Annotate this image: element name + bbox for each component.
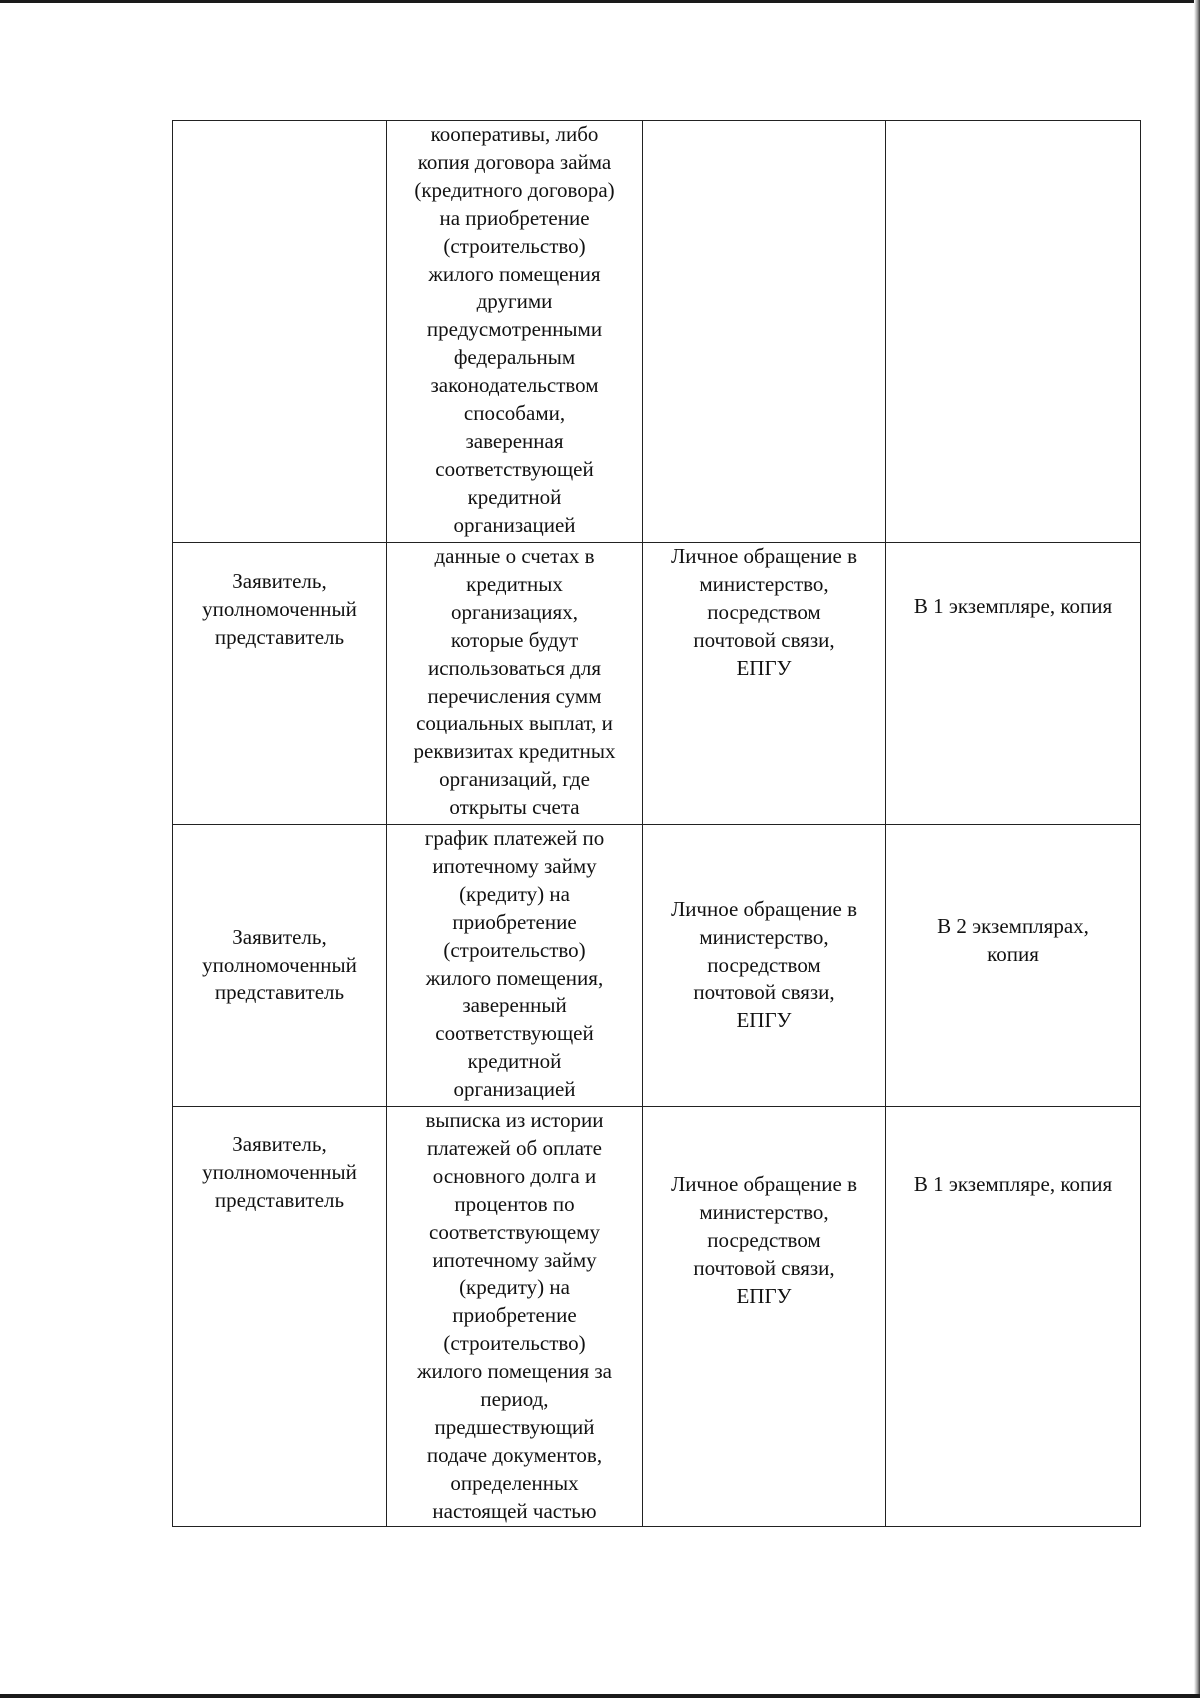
cell-text-line: кредитной <box>467 484 562 509</box>
cell-text-line: заверенный <box>462 993 567 1018</box>
cell-text-line: кредитных <box>466 571 563 596</box>
cell-text-line: график платежей по <box>424 826 605 850</box>
cell-text-line: платежей об оплате <box>427 1135 602 1160</box>
cell-text-line: перечисления сумм <box>427 683 602 708</box>
table-row <box>173 1107 1141 1527</box>
document-cell <box>387 543 643 825</box>
cell-text-line: использоваться для <box>428 655 601 680</box>
copies-cell <box>886 825 1141 1107</box>
cell-text-line: открыты счета <box>449 795 580 820</box>
cell-text-line: Личное обращение в <box>670 544 858 568</box>
cell-text-line: посредством <box>707 952 821 977</box>
cell-text-line: В 1 экземпляре, копия <box>913 594 1113 618</box>
cell-text-line: почтовой связи, <box>693 627 835 652</box>
scan-edge-bottom <box>0 1694 1200 1698</box>
document-cell <box>387 1107 643 1527</box>
cell-text-line: представитель <box>214 980 345 1005</box>
cell-text-line: Заявитель, <box>232 924 327 949</box>
cell-text-line: министерство, <box>699 1199 829 1224</box>
cell-text-line: (строительство) <box>443 1331 586 1356</box>
cell-text-line: ипотечному займу <box>432 853 597 878</box>
cell-text-line: которые будут <box>450 627 579 652</box>
cell-text-line: основного долга и <box>432 1163 597 1188</box>
cell-text-line: посредством <box>707 599 821 624</box>
cell-text-line: жилого помещения за <box>416 1359 612 1384</box>
cell-text-line: ЕПГУ <box>736 1283 792 1308</box>
cell-text-line: предусмотренными <box>426 317 603 342</box>
scan-edge-top <box>0 0 1200 3</box>
cell-text-line: уполномоченный <box>202 596 357 621</box>
cell-text-line: уполномоченный <box>202 952 357 977</box>
cell-text-line: подаче документов, <box>426 1442 603 1467</box>
cell-text-line: уполномоченный <box>202 1159 357 1184</box>
cell-text-line: (строительство) <box>443 937 586 962</box>
cell-text-line: на приобретение <box>439 205 590 230</box>
document-cell <box>387 825 643 1107</box>
cell-text-line: министерство, <box>699 571 829 596</box>
cell-text-line: копия <box>987 941 1039 966</box>
cell-text-line: выписка из истории <box>425 1108 604 1132</box>
applicant-cell <box>173 543 387 825</box>
documents-table <box>172 120 1141 1527</box>
cell-text-line: законодательством <box>430 373 599 398</box>
cell-text-line: представитель <box>214 624 345 649</box>
cell-text-line: (строительство) <box>443 233 586 258</box>
cell-text-line: соответствующей <box>435 1021 594 1046</box>
table-row <box>173 543 1141 825</box>
cell-text-line: (кредиту) на <box>459 1275 570 1300</box>
cell-text-line: почтовой связи, <box>693 980 835 1005</box>
copies-cell <box>886 121 1141 543</box>
cell-text-line: другими <box>476 289 553 314</box>
cell-text-line: почтовой связи, <box>693 1255 835 1280</box>
cell-text-line: жилого помещения <box>428 261 601 286</box>
cell-text-line: социальных выплат, и <box>416 711 613 736</box>
cell-text-line: данные о счетах в <box>434 544 595 568</box>
document-cell <box>387 121 643 543</box>
cell-text-line: В 2 экземплярах, <box>937 914 1089 938</box>
cell-text-line: приобретение <box>452 909 577 934</box>
cell-text-line: Заявитель, <box>232 569 327 593</box>
cell-text-line: (кредиту) на <box>459 881 570 906</box>
applicant-cell <box>173 1107 387 1527</box>
cell-text-line: кредитной <box>467 1049 562 1074</box>
method-cell <box>643 1107 886 1527</box>
cell-text-line: Личное обращение в <box>670 896 858 921</box>
cell-text-line: определенных <box>450 1470 579 1495</box>
applicant-cell <box>173 825 387 1107</box>
cell-text-line: организацией <box>453 1077 576 1102</box>
cell-text-line: копия договора займа <box>417 149 612 174</box>
cell-text-line: реквизитах кредитных <box>413 739 616 764</box>
cell-text-line: ипотечному займу <box>432 1247 597 1272</box>
cell-text-line: организациях, <box>451 599 578 624</box>
table-row <box>173 121 1141 543</box>
applicant-cell <box>173 121 387 543</box>
method-cell <box>643 121 886 543</box>
cell-text-line: способами, <box>463 401 566 426</box>
cell-text-line: настоящей частью <box>432 1498 597 1523</box>
method-cell <box>643 543 886 825</box>
cell-text-line: заверенная <box>465 428 564 453</box>
cell-text-line: организацией <box>453 512 576 537</box>
copies-cell <box>886 543 1141 825</box>
cell-text-line: Заявитель, <box>232 1132 327 1156</box>
cell-text-line: представитель <box>214 1187 345 1212</box>
cell-text-line: федеральным <box>453 345 576 370</box>
method-cell <box>643 825 886 1107</box>
cell-text-line: ЕПГУ <box>736 1008 792 1033</box>
cell-text-line: соответствующему <box>429 1219 600 1244</box>
cell-text-line: (кредитного договора) <box>414 177 615 202</box>
cell-text-line: период, <box>480 1387 549 1412</box>
cell-text-line: жилого помещения, <box>425 965 604 990</box>
scan-edge-right <box>1194 0 1200 1698</box>
table-row <box>173 825 1141 1107</box>
cell-text-line: В 1 экземпляре, копия <box>913 1172 1113 1196</box>
cell-text-line: соответствующей <box>435 456 594 481</box>
cell-text-line: кооперативы, либо <box>430 122 599 146</box>
cell-text-line: Личное обращение в <box>670 1172 858 1196</box>
cell-text-line: организаций, где <box>439 767 590 792</box>
cell-text-line: приобретение <box>452 1303 577 1328</box>
cell-text-line: ЕПГУ <box>736 655 792 680</box>
cell-text-line: процентов по <box>454 1191 575 1216</box>
cell-text-line: предшествующий <box>434 1414 595 1439</box>
cell-text-line: посредством <box>707 1227 821 1252</box>
copies-cell <box>886 1107 1141 1527</box>
cell-text-line: министерство, <box>699 924 829 949</box>
